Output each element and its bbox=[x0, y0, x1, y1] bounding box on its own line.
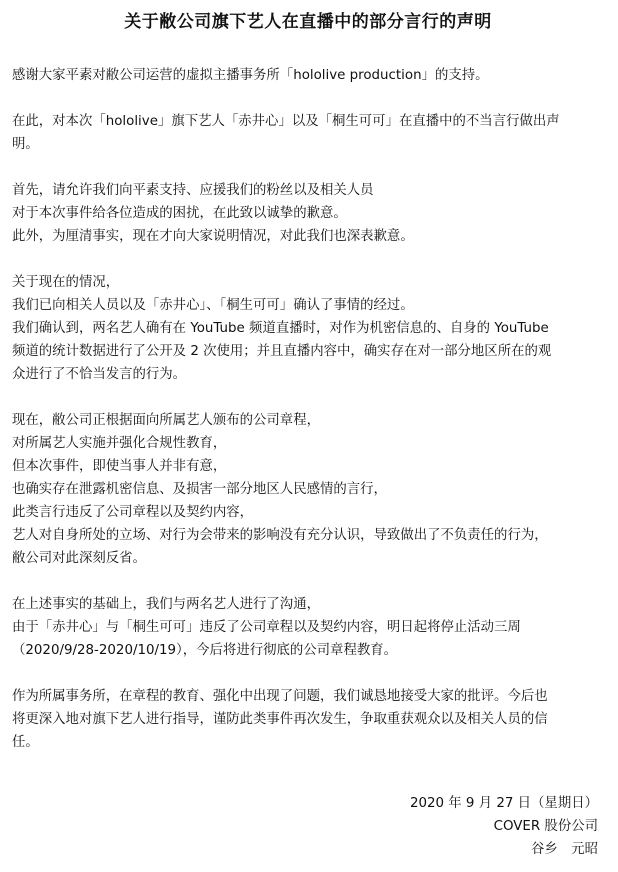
paragraph-line: 我们已向相关人员以及「赤井心」、「桐生可可」确认了事情的经过。 bbox=[12, 298, 414, 313]
paragraph-line: 也确实存在泄露机密信息、及损害一部分地区人民感情的言行， bbox=[12, 482, 387, 497]
paragraph-line: 在此，对本次「hololive」旗下艺人「赤井心」以及「桐生可可」在直播中的不当言行做出声 bbox=[12, 114, 560, 129]
page-title: 关于敝公司旗下艺人在直播中的部分言行的声明 bbox=[124, 12, 492, 32]
paragraph-line: 频道的统计数据进行了公开及 2 次使用；并且直播内容中，确实存在对一部分地区所在的观 bbox=[12, 344, 552, 359]
signature-block bbox=[410, 792, 598, 861]
paragraph-line: 将更深入地对旗下艺人进行指导，谨防此类事件再次发生，争取重获观众以及相关人员的信 bbox=[12, 712, 548, 727]
paragraph-line: 对于本次事件给各位造成的困扰，在此致以诚挚的歉意。 bbox=[12, 206, 347, 221]
statement-paragraph bbox=[12, 271, 604, 386]
paragraph-line: 在上述事实的基础上，我们与两名艺人进行了沟通， bbox=[12, 597, 320, 612]
paragraph-line: 任。 bbox=[12, 735, 39, 750]
signature-date: 2020 年 9 月 27 日（星期日） bbox=[409, 796, 598, 811]
paragraph-line: 现在，敝公司正根据面向所属艺人颁布的公司章程， bbox=[12, 413, 320, 428]
paragraph-line: 作为所属事务所，在章程的教育、强化中出现了问题，我们诚恳地接受大家的批评。今后也 bbox=[12, 689, 548, 704]
paragraph-line: 关于现在的情况， bbox=[12, 275, 120, 290]
statement-paragraph bbox=[12, 409, 604, 570]
paragraph-line: 众进行了不恰当发言的行为。 bbox=[12, 367, 187, 382]
paragraph-line: （2020/9/28-2020/10/19），今后将进行彻底的公司章程教育。 bbox=[12, 643, 398, 658]
paragraph-line: 对所属艺人实施并强化合规性教育， bbox=[12, 436, 227, 451]
statement-paragraph bbox=[12, 64, 604, 87]
signature-company: COVER 股份公司 bbox=[493, 819, 598, 834]
statement-paragraph bbox=[12, 593, 604, 662]
paragraph-line: 敝公司对此深刻反省。 bbox=[12, 551, 146, 566]
paragraph-line: 此类言行违反了公司章程以及契约内容， bbox=[12, 505, 254, 520]
statement-paragraph bbox=[12, 179, 604, 248]
paragraph-line: 明。 bbox=[12, 137, 39, 152]
paragraph-line: 此外，为厘清事实，现在才向大家说明情况，对此我们也深表歉意。 bbox=[12, 229, 414, 244]
paragraph-line: 艺人对自身所处的立场、对行为会带来的影响没有充分认识，导致做出了不负责任的行为， bbox=[12, 528, 548, 543]
paragraph-line: 首先，请允许我们向平素支持、应援我们的粉丝以及相关人员 bbox=[12, 183, 374, 198]
statement-paragraph bbox=[12, 685, 604, 754]
paragraph-line: 感谢大家平素对敝公司运营的虚拟主播事务所「hololive production」的支持。 bbox=[12, 68, 489, 83]
paragraph-line: 但本次事件，即使当事人并非有意， bbox=[12, 459, 227, 474]
signature-person: 谷乡 元昭 bbox=[531, 842, 598, 857]
paragraph-line: 我们确认到，两名艺人确有在 YouTube 频道直播时，对作为机密信息的、自身的 YouTube bbox=[12, 321, 549, 336]
statement-body bbox=[12, 64, 604, 754]
statement-paragraph bbox=[12, 110, 604, 156]
paragraph-line: 由于「赤井心」与「桐生可可」违反了公司章程以及契约内容，明日起将停止活动三周 bbox=[12, 620, 521, 635]
